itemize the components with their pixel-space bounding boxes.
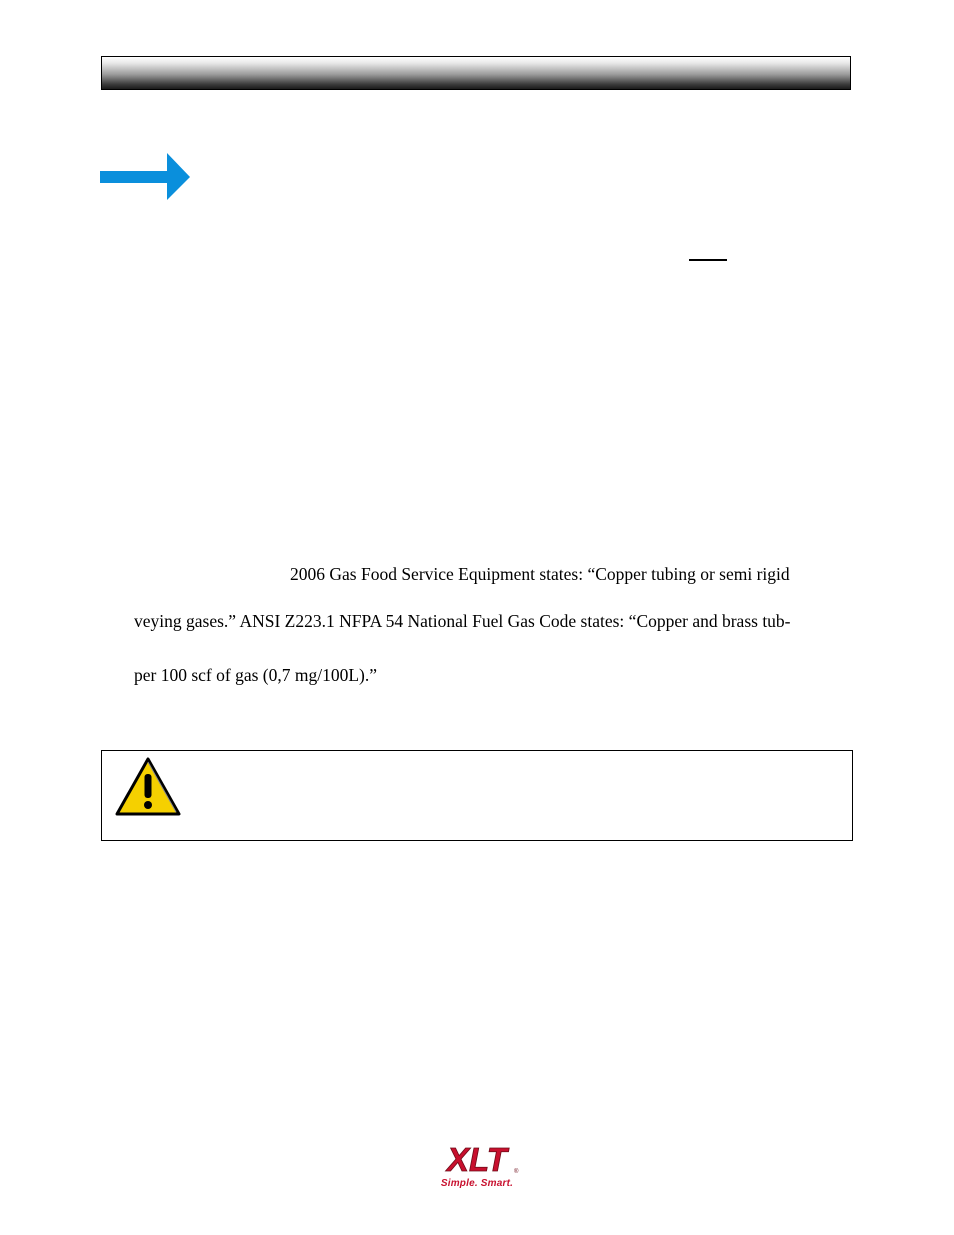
paragraph-line-2: veying gases.” ANSI Z223.1 NFPA 54 National Fuel Gas Code states: “Copper and brass tub- [134,611,791,631]
registered-mark: ® [514,1169,519,1175]
paragraph-line-1: 2006 Gas Food Service Equipment states: “Copper tubing or semi rigid [290,564,790,584]
warning-box [101,750,853,841]
paragraph-line-3: per 100 scf of gas (0,7 mg/100L).” [134,665,377,685]
logo-wordmark: XLT [447,1143,507,1178]
underline-mark [689,259,727,261]
xlt-logo [428,1143,526,1193]
right-arrow-icon [100,153,192,201]
section-header-bar [101,56,851,90]
warning-triangle-icon [114,756,182,818]
logo-tagline: Simple. Smart. [440,1178,514,1189]
